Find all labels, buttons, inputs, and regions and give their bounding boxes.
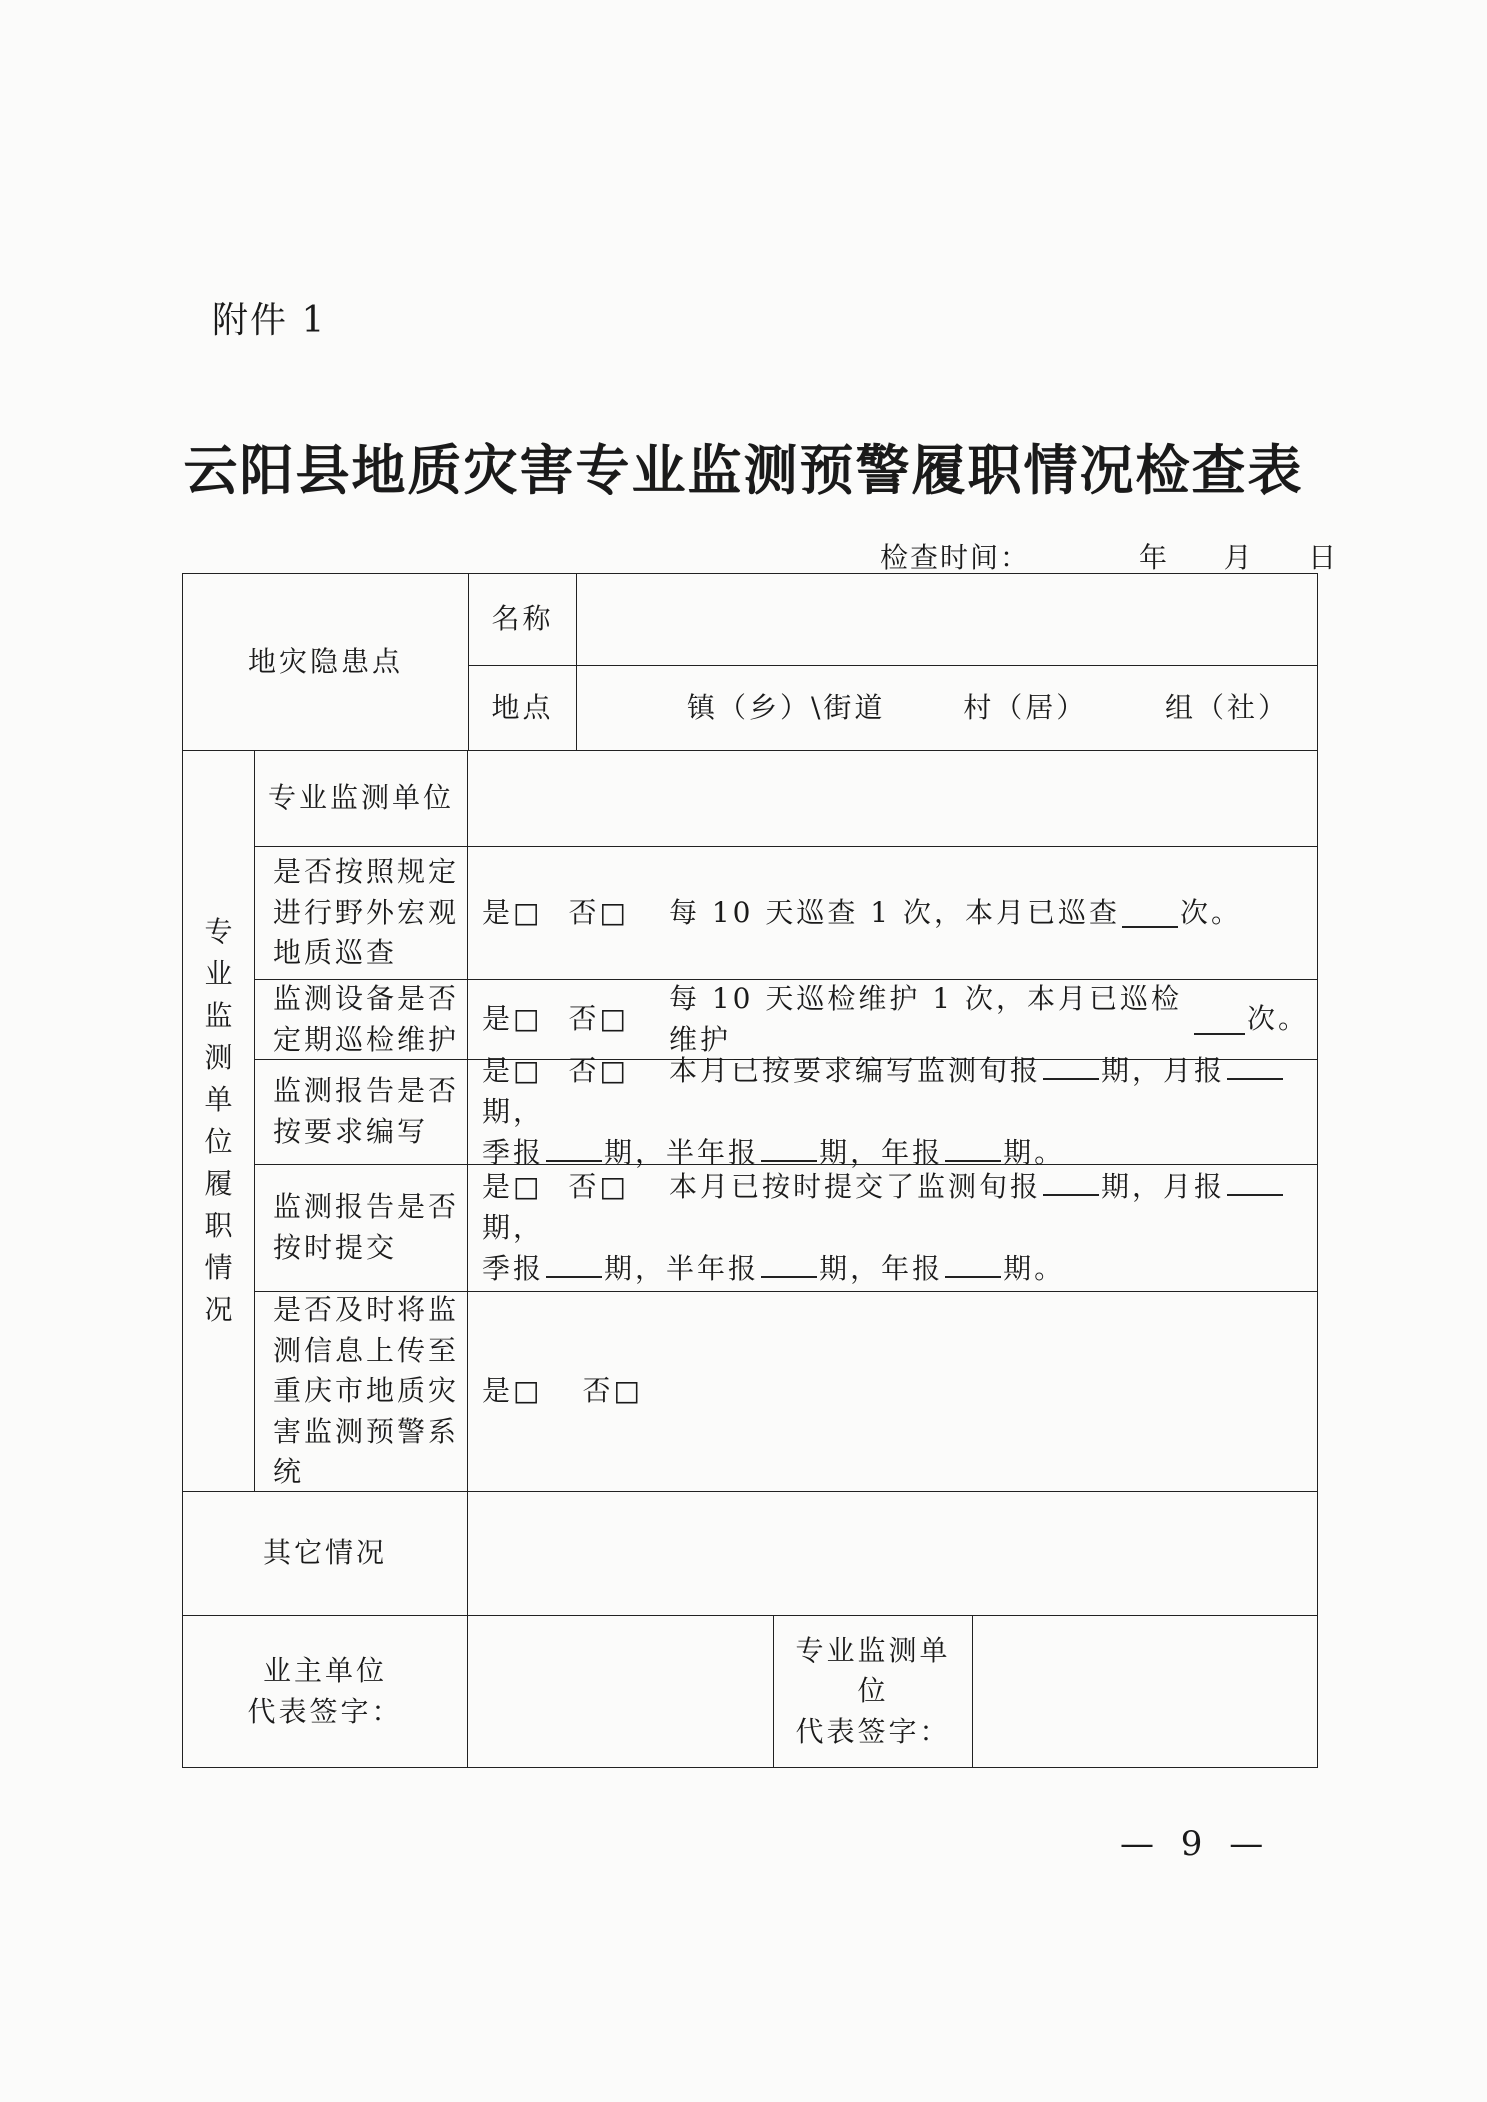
- vertical-char: 单: [204, 1083, 233, 1116]
- report-submitted-comma-1: ，: [1131, 1170, 1163, 1204]
- location-town: 镇（乡）\街道: [687, 690, 886, 724]
- vertical-char: 专: [204, 915, 233, 948]
- report-compiled-comma-2: ，: [513, 1094, 545, 1128]
- maintenance-requirement-end: 次。: [1246, 1002, 1309, 1036]
- report-submitted-halfyear-blank[interactable]: [761, 1248, 817, 1278]
- form-title: 云阳县地质灾害专业监测预警履职情况检查表: [183, 438, 1304, 502]
- report-compiled-question-label: 监测报告是否按要求编写: [254, 1059, 468, 1165]
- report-submitted-monthly-label: 月报: [1162, 1170, 1225, 1204]
- report-submitted-halfyear-label: 半年报: [666, 1252, 760, 1286]
- report-compiled-comma-1: ，: [1131, 1054, 1163, 1088]
- attachment-label: 附件 1: [212, 300, 327, 341]
- report-compiled-monthly-blank[interactable]: [1227, 1050, 1283, 1080]
- maintenance-answer-cell: [467, 979, 1318, 1060]
- report-compiled-annual-blank[interactable]: [945, 1132, 1001, 1162]
- report-compiled-halfyear-blank[interactable]: [761, 1132, 817, 1162]
- report-submitted-period-3: 期: [604, 1252, 636, 1286]
- patrol-yes-checkbox[interactable]: 是□: [482, 895, 543, 929]
- report-compiled-answer-cell: [467, 1054, 1318, 1170]
- vertical-char: 业: [204, 957, 233, 990]
- vertical-char: 履: [204, 1167, 233, 1200]
- report-compiled-tenday-blank[interactable]: [1043, 1050, 1099, 1080]
- report-compiled-no-checkbox[interactable]: 否□: [568, 1054, 629, 1088]
- report-submitted-comma-3: ，: [635, 1252, 667, 1286]
- report-submitted-monthly-blank[interactable]: [1227, 1166, 1283, 1196]
- maintenance-requirement-text: 每 10 天巡检维护 1 次，本月已巡检维护: [668, 981, 1182, 1056]
- report-compiled-period-1: 期: [1100, 1054, 1132, 1088]
- name-value-field[interactable]: [576, 573, 1318, 666]
- report-compiled-yes-checkbox[interactable]: 是□: [482, 1054, 543, 1088]
- owner-signature-field[interactable]: [467, 1615, 774, 1768]
- check-time-day: 日: [1308, 541, 1339, 574]
- vertical-char: 况: [204, 1293, 233, 1326]
- vertical-char: 情: [204, 1251, 233, 1284]
- report-submitted-quarterly-blank[interactable]: [546, 1248, 602, 1278]
- report-compiled-halfyear-label: 半年报: [666, 1136, 760, 1170]
- report-submitted-period-4: 期: [819, 1252, 851, 1286]
- monitoring-unit-field[interactable]: [467, 750, 1318, 847]
- monitor-signature-line1: 专业监测单: [795, 1633, 951, 1667]
- owner-signature-label: [182, 1615, 468, 1768]
- maintenance-question-label: 监测设备是否定期巡检维护: [254, 979, 468, 1060]
- report-submitted-answer-cell: [467, 1164, 1318, 1292]
- report-compiled-quarterly-label: 季报: [482, 1136, 545, 1170]
- vertical-char: 职: [204, 1209, 233, 1242]
- upload-yes-checkbox[interactable]: 是□: [482, 1374, 543, 1408]
- report-compiled-monthly-label: 月报: [1162, 1054, 1225, 1088]
- vertical-char: 测: [204, 1041, 233, 1074]
- location-label: 地点: [468, 665, 577, 751]
- monitor-signature-line2: 位: [857, 1674, 889, 1708]
- report-submitted-tenday-blank[interactable]: [1043, 1166, 1099, 1196]
- report-compiled-comma-4: ，: [850, 1136, 882, 1170]
- name-label: 名称: [468, 573, 577, 666]
- maintenance-no-checkbox[interactable]: 否□: [568, 1002, 629, 1036]
- report-submitted-quarterly-label: 季报: [482, 1252, 545, 1286]
- patrol-requirement-end: 次。: [1179, 895, 1242, 929]
- report-submitted-no-checkbox[interactable]: 否□: [568, 1170, 629, 1204]
- monitor-signature-line3: 代表签字：: [795, 1714, 951, 1748]
- monitor-signature-field[interactable]: [972, 1615, 1318, 1768]
- report-compiled-period-4: 期: [819, 1136, 851, 1170]
- report-submitted-text: 本月已按时提交了监测旬报: [668, 1170, 1041, 1204]
- report-compiled-quarterly-blank[interactable]: [546, 1132, 602, 1162]
- upload-answer-cell: [467, 1291, 1318, 1492]
- report-submitted-question-label: 监测报告是否按时提交: [254, 1164, 468, 1292]
- check-time-line: [880, 536, 1338, 576]
- other-situation-field[interactable]: [467, 1491, 1318, 1616]
- maintenance-yes-checkbox[interactable]: 是□: [482, 1002, 543, 1036]
- location-group: 组（社）: [1164, 690, 1289, 724]
- location-village: 村（居）: [963, 690, 1088, 724]
- other-situation-label: 其它情况: [182, 1491, 468, 1616]
- maintenance-count-blank[interactable]: [1194, 1005, 1245, 1035]
- monitor-signature-label: [773, 1615, 973, 1768]
- report-compiled-end: 期。: [1003, 1136, 1066, 1170]
- monitoring-unit-label: 专业监测单位: [254, 750, 468, 847]
- report-submitted-period-1: 期: [1100, 1170, 1132, 1204]
- patrol-no-checkbox[interactable]: 否□: [568, 895, 629, 929]
- patrol-count-blank[interactable]: [1122, 898, 1178, 928]
- vertical-char: 位: [204, 1125, 233, 1158]
- report-compiled-comma-3: ，: [635, 1136, 667, 1170]
- report-submitted-comma-2: ，: [513, 1210, 545, 1244]
- owner-signature-line2: 代表签字：: [247, 1694, 403, 1728]
- check-time-label: 检查时间：: [880, 541, 1031, 574]
- patrol-answer-cell: [467, 846, 1318, 980]
- upload-no-checkbox[interactable]: 否□: [582, 1374, 643, 1408]
- patrol-requirement-text: 每 10 天巡查 1 次，本月已巡查: [668, 895, 1120, 929]
- check-time-month: 月: [1223, 541, 1254, 574]
- owner-signature-line1: 业主单位: [262, 1653, 387, 1687]
- report-submitted-yes-checkbox[interactable]: 是□: [482, 1170, 543, 1204]
- hazard-point-label: 地灾隐患点: [182, 573, 469, 751]
- monitoring-section-vertical-label: [182, 750, 255, 1492]
- vertical-char: 监: [204, 999, 233, 1032]
- check-time-year: 年: [1139, 541, 1170, 574]
- report-submitted-annual-blank[interactable]: [945, 1248, 1001, 1278]
- report-submitted-end: 期。: [1003, 1252, 1066, 1286]
- report-compiled-period-2: 期: [482, 1094, 514, 1128]
- report-submitted-period-2: 期: [482, 1210, 514, 1244]
- report-compiled-period-3: 期: [604, 1136, 636, 1170]
- patrol-question-label: 是否按照规定进行野外宏观地质巡查: [254, 846, 468, 980]
- report-compiled-text: 本月已按要求编写监测旬报: [668, 1054, 1041, 1088]
- page-number: — 9 —: [1120, 1824, 1272, 1864]
- location-value-field[interactable]: [576, 665, 1318, 751]
- report-submitted-comma-4: ，: [850, 1252, 882, 1286]
- report-compiled-annual-label: 年报: [881, 1136, 944, 1170]
- report-submitted-annual-label: 年报: [881, 1252, 944, 1286]
- upload-question-label: 是否及时将监测信息上传至重庆市地质灾害监测预警系统: [254, 1291, 468, 1492]
